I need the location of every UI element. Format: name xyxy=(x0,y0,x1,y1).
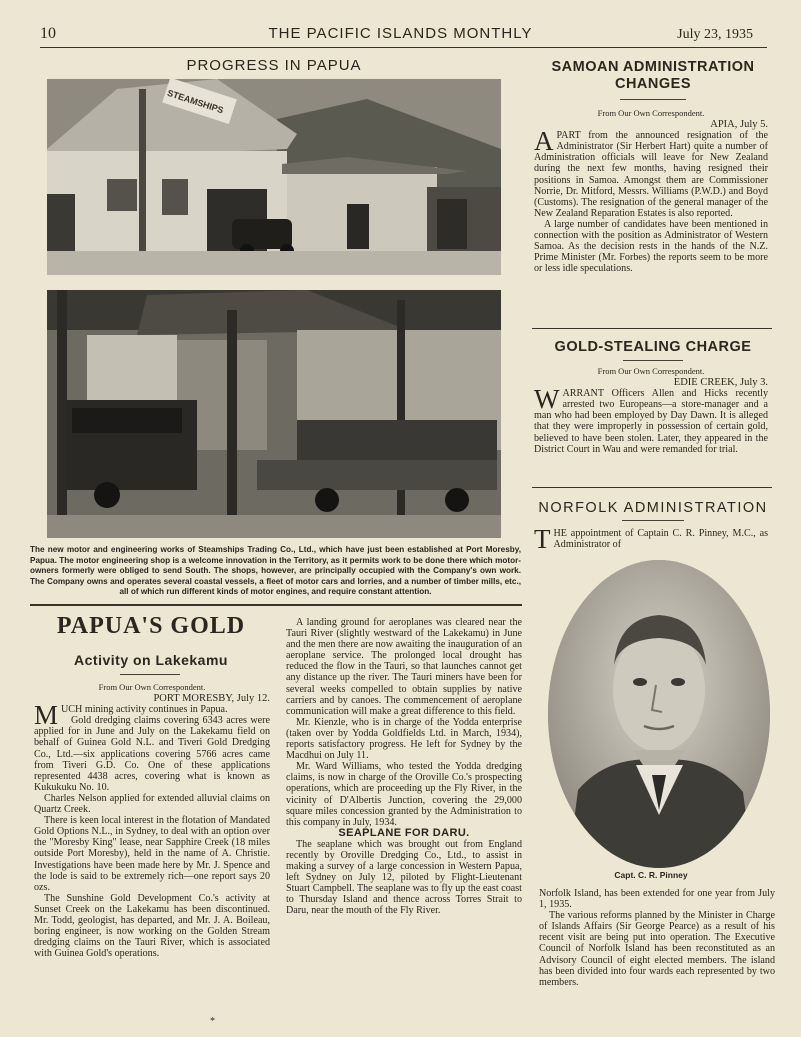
samoa-dropcap: A xyxy=(534,126,554,157)
samoa-byline: From Our Own Correspondent. xyxy=(597,108,705,118)
papua-gold-column-1 xyxy=(34,682,270,959)
photo-building-exterior xyxy=(47,79,501,275)
papua-gold-paragraph-3: Charles Nelson applied for extended alluvial claims on Quartz Creek. xyxy=(34,792,270,816)
seaplane-heading: SEAPLANE FOR DARU. xyxy=(338,826,470,839)
papua-gold-paragraph-7: Mr. Kienzle, who is in charge of the Yodda enterprise (taken over by Yodda Goldfields Ltd. in March, 1934), reports satisfactory progress. He left for Sydney by the Macdhui on July 11. xyxy=(286,716,522,762)
papua-gold-paragraph-5: The Sunshine Gold Development Co.'s activity at Sunset Creek on the Lakekamu has been discontinued. Mr. Todd, geologist, has departed, and Mr. J. A. Boileau, boring engineer, is now working on the Golden Stream dredging claims on the Tauri River, which is associated with Guinea Gold's operations. xyxy=(34,892,270,960)
papua-gold-paragraph-2: Gold dredging claims covering 6343 acres were applied for in June and July on the Lakekamu field on behalf of Guinea Gold N.L. and Tiveri Gold Dredging Co., Ltd.—six applications covering 5766 acres came from Tiveri G.D. Co. One of these applications represented 4438 acres, covering what is known as Kukukuku No. 10. xyxy=(34,715,270,793)
gold-stealing-dropcap: W xyxy=(534,384,560,415)
caption-rule xyxy=(30,604,522,606)
papua-gold-byline: From Our Own Correspondent. xyxy=(98,682,206,692)
gold-stealing-article xyxy=(534,366,768,455)
papua-gold-paragraph-8: Mr. Ward Williams, who tested the Yodda dredging claims, is now in charge of the Oroville Co.'s prospecting operations, which are proceeding up the Fly River, in the vicinity of D'Albertis Junction, covering the 29,000 square miles concession granted by the Administration to this company in July, 1934. xyxy=(286,761,522,828)
progress-heading: PROGRESS IN PAPUA xyxy=(186,57,362,74)
norfolk-paragraph-2: The various reforms planned by the Minister in Charge of Islands Affairs (Sir George Pearce) as a result of his recent visit are being put into operation. The Executive Council of Norfolk Island has been reconstituted as an Advisory Council of eight elected members. The island has been divided into four wards each represented by two members. xyxy=(539,910,775,988)
samoa-paragraph-1: PART from the announced resignation of the Administrator (Sir Herbert Hart) quite a number of Administration officials will leave for New Zealand during the next few months, having resigned their positions in Samoa. Amongst them are Commissioner Norrie, Dr. Mitford, Messrs. Williams (P.W.D.) and Boyd (Customs). The resignation of the general manager of the New Zealand Reparation Estates is also reported. xyxy=(534,130,768,219)
issue-date: July 23, 1935 xyxy=(677,27,753,42)
photo-workshop-interior xyxy=(47,290,501,538)
gold-stealing-dateline: EDIE CREEK, July 3. xyxy=(673,377,768,389)
publication-title: THE PACIFIC ISLANDS MONTHLY xyxy=(268,25,533,42)
footer-mark: * xyxy=(210,1016,215,1027)
photo-caption: The new motor and engineering works of Steamships Trading Co., Ltd., which have just been established at Port Moresby, Papua. The motor engineering shop is a welcome innovation in the Territory, as it permits work to be done there which motor-owners formerly were obliged to send South. The shops, however, are principally occupied with the Company's own work. The Company owns and operates several coastal vessels, a fleet of motor cars and lorries, and a number of timber mills, etc., all of which run different kinds of motor engines, and require constant attention. xyxy=(30,545,521,596)
papua-gold-subheading: Activity on Lakekamu xyxy=(74,652,228,668)
portrait-pinney xyxy=(548,560,770,868)
norfolk-paragraph-start: HE appointment of Captain C. R. Pinney, M.C., as Administrator of xyxy=(553,528,768,551)
papua-gold-dropcap: M xyxy=(34,700,59,731)
gold-stealing-byline: From Our Own Correspondent. xyxy=(597,366,705,376)
page-number: 10 xyxy=(40,25,56,42)
samoa-heading xyxy=(530,59,776,93)
samoa-end-rule xyxy=(532,328,772,329)
gold-stealing-heading-rule xyxy=(623,360,683,361)
photo-sign-text: STEAMSHIPS xyxy=(165,87,225,116)
norfolk-dropcap: T xyxy=(534,524,551,554)
samoa-paragraph-2: A large number of candidates have been mentioned in connection with the position as Administrator of Western Samoa. As the decision rests in the hands of the N.Z. Prime Minister (Mr. Forbes) the reports seem to be more or less idle speculations. xyxy=(534,218,768,275)
papua-gold-paragraph-1: UCH mining activity continues in Papua. xyxy=(61,704,228,716)
samoa-heading-rule xyxy=(620,99,686,100)
papua-gold-paragraph-4: There is keen local interest in the flotation of Mandated Gold Options N.L., in Sydney, to deal with an option over the "Moresby King" lease, near Sapphire Creek (18 miles outside Port Moresby), held in the name of A. Christie. Investigations have been made here by Mr. J. Spence and the lode is said to be extremely rich—one report says 20 ozs. xyxy=(34,815,270,893)
samoa-dateline: APIA, July 5. xyxy=(710,119,768,131)
gold-stealing-paragraph-1: ARRANT Officers Allen and Hicks recently arrested two Europeans—a store-manager and a man who had been employed by Day Dawn. It is alleged that they were improperly in possession of certain gold, believed to have been stolen. Later, they appeared in the District Court in Wau and were remanded for trial. xyxy=(534,388,768,455)
header-rule xyxy=(40,47,767,48)
norfolk-article-start xyxy=(534,524,768,554)
samoa-heading-line2: CHANGES xyxy=(614,76,691,92)
papua-gold-paragraph-9: The seaplane which was brought out from England recently by Oroville Dredging Co., Ltd., to assist in making a survey of a large concession in Western Papua, left Sydney on July 12, piloted by Flight-Lieutenant Stuart Campbell. The seaplane was to fly up the east coast to Thursday Island and thence across Torres Strait to Daru, near the mouth of the Fly River. xyxy=(286,838,522,917)
papua-gold-heading: PAPUA'S GOLD xyxy=(56,613,246,639)
portrait-caption: Capt. C. R. Pinney xyxy=(614,870,688,880)
gold-stealing-end-rule xyxy=(532,487,772,488)
papua-gold-column-2 xyxy=(286,617,522,917)
papua-gold-heading-rule xyxy=(120,674,180,675)
samoa-heading-line1: SAMOAN ADMINISTRATION xyxy=(551,59,755,75)
norfolk-article-end xyxy=(539,888,775,988)
gold-stealing-heading: GOLD-STEALING CHARGE xyxy=(554,339,752,355)
papua-gold-paragraph-6: A landing ground for aeroplanes was cleared near the Tauri River (slightly westward of the Lakekamu) in June and the men there are now awaiting the inauguration of an aeroplane service. The prolonged local drought has reduced the flow in the Tauri, so that launches cannot get any distance up the river. The Tauri miners have been for several weeks compelled to obtain supplies by native carriers and by canoes. The commencement of aeroplane communication will make a great difference to this field. xyxy=(286,617,522,717)
samoa-article xyxy=(534,108,768,274)
norfolk-paragraph-end: Norfolk Island, has been extended for one year from July 1, 1935. xyxy=(539,888,775,911)
norfolk-heading: NORFOLK ADMINISTRATION xyxy=(538,500,768,516)
norfolk-heading-rule xyxy=(622,520,684,521)
papua-gold-dateline: PORT MORESBY, July 12. xyxy=(153,693,270,705)
